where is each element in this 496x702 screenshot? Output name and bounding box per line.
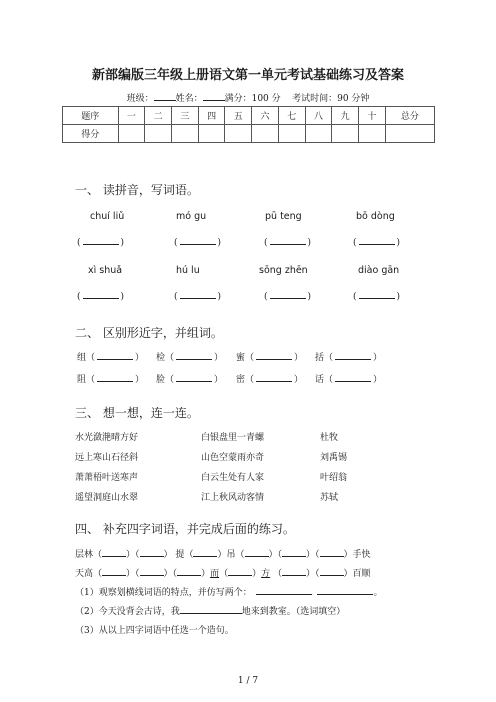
char-group[interactable]: 阻（ ） — [77, 375, 145, 385]
table-cell: 三 — [172, 107, 199, 125]
page-title: 新部编版三年级上册语文第一单元考试基础练习及答案 — [91, 68, 404, 83]
poet-name[interactable]: 叶绍翁 — [320, 473, 348, 483]
score-cell[interactable] — [385, 125, 434, 143]
score-cell[interactable] — [332, 125, 359, 143]
score-cell[interactable] — [305, 125, 332, 143]
score-table — [62, 106, 435, 143]
answer-blank[interactable]: ( ) — [174, 238, 222, 248]
table-cell: 一 — [118, 107, 145, 125]
char-group[interactable]: 检（ ） — [156, 353, 224, 363]
poem-line[interactable]: 江上秋风动客情 — [201, 493, 265, 503]
char-group[interactable]: 脸（ ） — [156, 375, 224, 385]
score-cell[interactable] — [172, 125, 199, 143]
exam-time: 考试时间：90 分钟 — [292, 94, 370, 104]
idiom-line-2[interactable]: 天高（ ）（ ）（ ）而（ ）方 （ ）（ ）百顺 — [75, 566, 371, 579]
char-group[interactable]: 组（ ） — [77, 353, 145, 363]
answer-blank[interactable]: ( ) — [77, 292, 125, 302]
poem-line[interactable]: 白云生处有人家 — [201, 473, 265, 483]
answer-blank[interactable]: ( ) — [264, 238, 312, 248]
name-label: 姓名： — [175, 94, 203, 104]
score-table-header-row — [63, 107, 435, 125]
char: 蜜 — [236, 353, 246, 363]
question-2[interactable]: （2）今天没背会古诗，我 地来到教室。（选词填空） — [75, 604, 345, 617]
score-cell[interactable] — [118, 125, 145, 143]
pinyin-3: pū teng — [265, 211, 302, 222]
poem-line[interactable]: 远上寒山石径斜 — [75, 453, 139, 463]
score-cell[interactable] — [145, 125, 172, 143]
class-label: 班级： — [126, 94, 154, 104]
score-cell[interactable] — [225, 125, 252, 143]
class-blank — [154, 91, 176, 101]
table-cell: 九 — [332, 107, 359, 125]
char-group[interactable]: 括（ ） — [315, 353, 383, 363]
char: 话 — [315, 375, 325, 385]
answer-blank[interactable]: ( ) — [264, 292, 312, 302]
answer-blank[interactable]: ( ) — [77, 238, 125, 248]
table-cell: 二 — [145, 107, 172, 125]
char-group[interactable]: 蜜（ ） — [236, 353, 304, 363]
table-cell: 五 — [225, 107, 252, 125]
score-cell[interactable] — [198, 125, 225, 143]
pinyin-8: diào gān — [358, 265, 400, 276]
char: 阻 — [77, 375, 87, 385]
pinyin-1: chuí liǔ — [90, 211, 125, 222]
score-cell[interactable] — [359, 125, 386, 143]
name-blank — [203, 91, 225, 101]
poet-name[interactable]: 刘禹锡 — [320, 453, 348, 463]
table-cell: 十 — [359, 107, 386, 125]
pinyin-4: bō dòng — [356, 211, 395, 222]
char: 密 — [236, 375, 246, 385]
table-cell: 题序 — [63, 107, 119, 125]
poem-line[interactable]: 山色空蒙雨亦奇 — [201, 453, 265, 463]
full-score: 满分：100 分 — [224, 94, 281, 104]
char-group[interactable]: 密（ ） — [236, 375, 304, 385]
table-cell: 六 — [252, 107, 279, 125]
char: 组 — [77, 353, 87, 363]
answer-blank[interactable]: ( ) — [174, 292, 222, 302]
exam-info — [0, 91, 496, 104]
table-cell: 总分 — [385, 107, 434, 125]
answer-blank[interactable]: ( ) — [353, 292, 401, 302]
answer-blank[interactable]: ( ) — [353, 238, 401, 248]
char: 括 — [315, 353, 325, 363]
poem-line[interactable]: 白银盘里一青螺 — [201, 433, 265, 443]
question-3: （3）从以上四字词语中任选一个造句。 — [75, 626, 234, 636]
poet-name[interactable]: 苏轼 — [320, 493, 339, 503]
section2-heading: 二、 区别形近字，并组词。 — [75, 326, 223, 340]
poet-name[interactable]: 杜牧 — [320, 433, 339, 443]
score-cell[interactable] — [252, 125, 279, 143]
score-table-score-row — [63, 125, 435, 143]
table-cell: 七 — [278, 107, 305, 125]
table-cell: 八 — [305, 107, 332, 125]
char-group[interactable]: 话（ ） — [315, 375, 383, 385]
char: 脸 — [156, 375, 166, 385]
question-1[interactable]: （1）观察划横线词语的特点，并仿写两个： 。 — [75, 585, 382, 598]
poem-line[interactable]: 萧萧梧叶送寒声 — [75, 473, 139, 483]
pinyin-5: xì shuǎ — [88, 265, 123, 276]
section1-heading: 一、 读拼音，写词语。 — [75, 183, 199, 197]
page-number: 1 / 7 — [237, 676, 259, 686]
poem-line[interactable]: 水光潋滟晴方好 — [75, 433, 139, 443]
poem-line[interactable]: 遥望洞庭山水翠 — [75, 493, 139, 503]
score-cell[interactable] — [278, 125, 305, 143]
idiom-line-1[interactable]: 层林（ ）（ ） 提（ ）吊（ ）（ ）（ ）手快 — [75, 547, 371, 560]
char: 检 — [156, 353, 166, 363]
table-cell: 得分 — [63, 125, 119, 143]
pinyin-2: mó gu — [176, 211, 207, 222]
section4-heading: 四、 补充四字词语，并完成后面的练习。 — [75, 522, 295, 536]
pinyin-7: sōng zhēn — [259, 265, 308, 276]
table-cell: 四 — [198, 107, 225, 125]
pinyin-6: hú lu — [176, 265, 200, 276]
section3-heading: 三、 想一想，连一连。 — [75, 406, 199, 420]
